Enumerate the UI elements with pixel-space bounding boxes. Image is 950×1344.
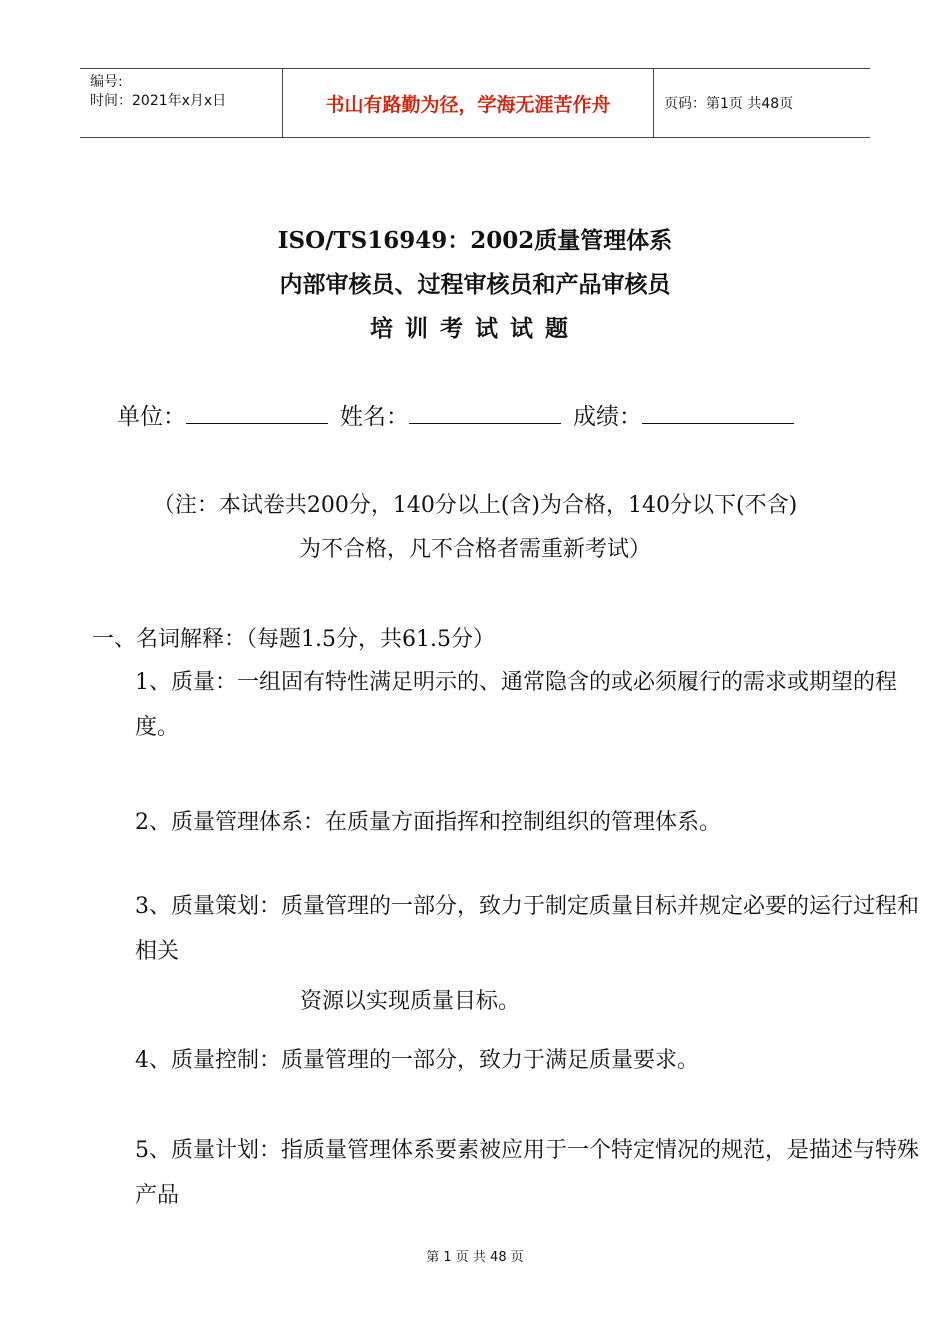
name-label: 姓名： xyxy=(340,404,409,430)
info-fields xyxy=(117,398,806,431)
definition-item-3: 3、质量策划：质量管理的一部分，致力于制定质量目标并规定必要的运行过程和相关 xyxy=(135,894,919,964)
document-title-line2: 内部审核员、过程审核员和产品审核员 xyxy=(279,271,671,298)
exam-note-line2: 为不合格，凡不合格者需重新考试） xyxy=(298,537,651,562)
number-label: 编号: xyxy=(90,74,123,90)
page-footer: 第 1 页 共 48 页 xyxy=(426,1250,524,1265)
exam-note-line1: （注：本试卷共200分，140分以上(含)为合格，140分以下(不含) xyxy=(152,493,798,518)
section-heading: 一、名词解释：（每题1.5分，共61.5分） xyxy=(92,627,495,652)
definition-item-2: 2、质量管理体系：在质量方面指挥和控制组织的管理体系。 xyxy=(135,810,721,835)
definition-item-1: 1、质量：一组固有特性满足明示的、通常隐含的或必须履行的需求或期望的程度。 xyxy=(135,670,897,740)
unit-label: 单位： xyxy=(117,404,186,430)
header-table xyxy=(80,68,870,138)
definition-item-3-continuation: 资源以实现质量目标。 xyxy=(300,989,521,1014)
time-label: 时间：2021年x月x日 xyxy=(90,93,227,109)
header-meta xyxy=(80,69,282,137)
document-title-line1: ISO/TS16949：2002质量管理体系 xyxy=(277,227,673,254)
name-field[interactable] xyxy=(409,399,561,424)
definition-item-5: 5、质量计划：指质量管理体系要素被应用于一个特定情况的规范，是描述与特殊产品 xyxy=(135,1138,919,1208)
header-motto: 书山有路勤为径，学海无涯苦作舟 xyxy=(282,69,654,137)
header-page-info: 页码：第1页 共48页 xyxy=(664,96,794,112)
score-label: 成绩： xyxy=(573,404,642,430)
unit-field[interactable] xyxy=(186,399,328,424)
document-title-line3: 培训考试试题 xyxy=(370,315,580,342)
score-field[interactable] xyxy=(642,399,794,424)
definition-item-4: 4、质量控制：质量管理的一部分，致力于满足质量要求。 xyxy=(135,1048,699,1073)
